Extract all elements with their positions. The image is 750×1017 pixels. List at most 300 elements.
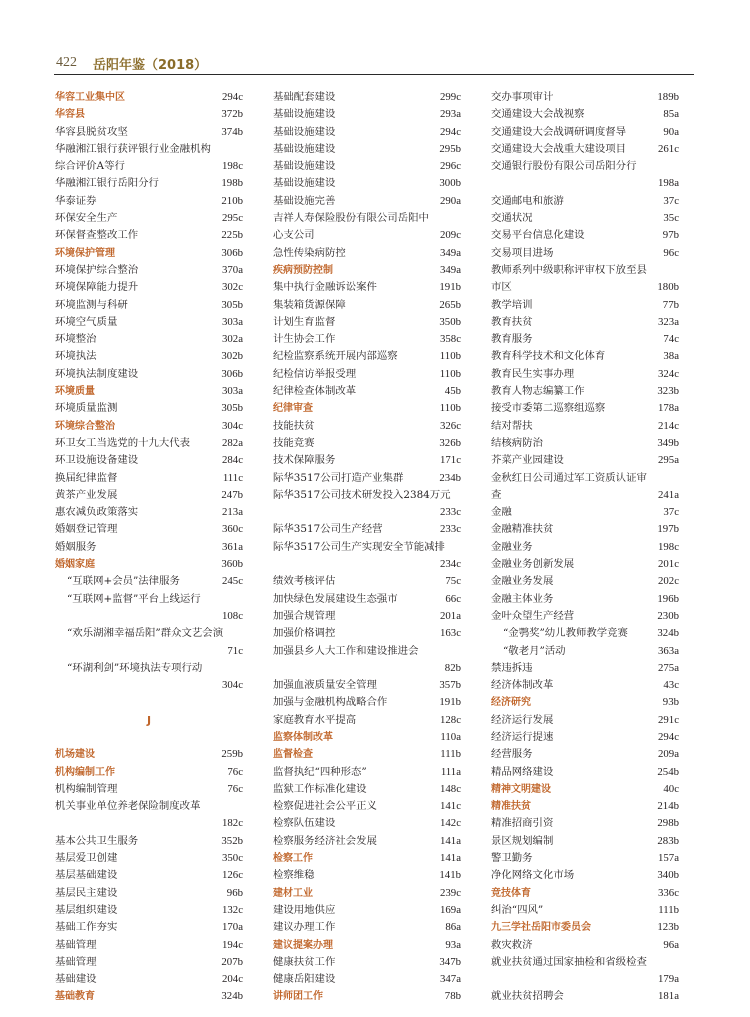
index-entry bbox=[491, 245, 679, 262]
entry-term: 检察服务经济社会发展 bbox=[273, 834, 377, 847]
entry-term: 精神文明建设 bbox=[491, 783, 551, 795]
entry-term: 综合评价A等行 bbox=[55, 160, 125, 173]
entry-page-ref: 38a bbox=[663, 350, 679, 363]
entry-page-ref: 128c bbox=[440, 713, 461, 726]
entry-term: 华容县 bbox=[55, 109, 85, 121]
entry-page-ref: 93b bbox=[662, 696, 679, 709]
entry-term: 计划生育监督 bbox=[273, 315, 336, 328]
entry-term: 加强县乡人大工作和建设推进会 bbox=[273, 644, 419, 657]
entry-page-ref: 90a bbox=[663, 125, 679, 138]
entry-term: 交通建设大会战调研调度督导 bbox=[491, 125, 627, 138]
entry-page-ref: 347a bbox=[440, 973, 461, 986]
entry-term: 教师系列中级职称评审权下放至县 bbox=[491, 263, 647, 276]
entry-page-ref: 198a bbox=[658, 177, 679, 190]
index-entry bbox=[55, 435, 243, 452]
index-entry bbox=[55, 591, 243, 608]
index-entry bbox=[491, 435, 679, 452]
index-entry bbox=[491, 902, 679, 919]
index-entry bbox=[55, 539, 243, 556]
entry-term: 机构编制工作 bbox=[55, 766, 115, 778]
index-entry bbox=[55, 867, 243, 884]
entry-term: 金融 bbox=[491, 506, 512, 519]
index-entry bbox=[491, 867, 679, 884]
entry-term: 精准招商引资 bbox=[491, 817, 554, 830]
entry-term: 救灾救济 bbox=[491, 938, 533, 951]
entry-page-ref: 194c bbox=[222, 938, 243, 951]
index-entry bbox=[273, 712, 461, 729]
entry-term: 华融湘江银行获评银行业金融机构 bbox=[55, 142, 211, 155]
index-entry bbox=[491, 383, 679, 400]
entry-page-ref: 275a bbox=[658, 661, 679, 674]
index-entry bbox=[491, 521, 679, 538]
entry-page-ref: 191b bbox=[439, 281, 461, 294]
entry-page-ref: 296c bbox=[440, 160, 461, 173]
index-entry bbox=[491, 971, 679, 988]
entry-term: 金融精准扶贫 bbox=[491, 523, 554, 536]
entry-term: 技术保障服务 bbox=[273, 454, 336, 467]
index-entry bbox=[273, 781, 461, 798]
entry-page-ref: 96a bbox=[663, 938, 679, 951]
entry-term: “敬老月”活动 bbox=[503, 644, 566, 657]
index-entry bbox=[55, 124, 243, 141]
entry-term: 健康岳阳建设 bbox=[273, 973, 336, 986]
entry-term: 建设用地供应 bbox=[273, 903, 336, 916]
entry-page-ref: 245c bbox=[222, 575, 243, 588]
entry-term: 金融主体业务 bbox=[491, 592, 554, 605]
index-entry bbox=[273, 158, 461, 175]
entry-term: 讲师团工作 bbox=[273, 991, 323, 1003]
entry-page-ref: 198c bbox=[658, 540, 679, 553]
index-entry bbox=[55, 971, 243, 988]
entry-term: “互联网+会员”法律服务 bbox=[67, 575, 180, 588]
entry-page-ref: 323b bbox=[657, 385, 679, 398]
entry-page-ref: 214c bbox=[658, 419, 679, 432]
index-entry bbox=[273, 798, 461, 815]
entry-term: 心支公司 bbox=[273, 229, 315, 242]
index-entry bbox=[55, 452, 243, 469]
entry-term: 竞技体育 bbox=[491, 887, 531, 899]
entry-term: 际华3517公司生产经营 bbox=[273, 523, 383, 536]
entry-term: 环境保障能力提升 bbox=[55, 281, 139, 294]
index-entry bbox=[491, 746, 679, 763]
entry-term: 金融业务创新发展 bbox=[491, 558, 575, 571]
index-entry bbox=[273, 470, 461, 487]
index-entry bbox=[491, 193, 679, 210]
entry-page-ref: 196b bbox=[657, 592, 679, 605]
index-entry bbox=[491, 556, 679, 573]
index-entry bbox=[273, 245, 461, 262]
index-entry bbox=[273, 314, 461, 331]
entry-page-ref: 298b bbox=[657, 817, 679, 830]
index-column-3 bbox=[491, 89, 679, 1006]
entry-page-ref: 66c bbox=[445, 592, 461, 605]
entry-page-ref: 254b bbox=[657, 765, 679, 778]
entry-page-ref: 239c bbox=[440, 886, 461, 899]
index-entry bbox=[55, 193, 243, 210]
entry-term: 集中执行金融诉讼案件 bbox=[273, 281, 377, 294]
index-entry bbox=[55, 729, 243, 746]
entry-page-ref: 326b bbox=[439, 436, 461, 449]
entry-page-ref: 214b bbox=[657, 800, 679, 813]
entry-page-ref: 178a bbox=[658, 402, 679, 415]
entry-page-ref: 234b bbox=[439, 471, 461, 484]
page-number: 422 bbox=[56, 55, 77, 70]
entry-term: 惠农减负政策落实 bbox=[55, 506, 139, 519]
entry-term: 吉祥人寿保险股份有限公司岳阳中 bbox=[273, 212, 429, 225]
page-header bbox=[56, 53, 207, 73]
index-heading bbox=[55, 89, 243, 106]
index-entry bbox=[491, 660, 679, 677]
index-heading bbox=[273, 937, 461, 954]
index-heading bbox=[491, 885, 679, 902]
index-entry bbox=[491, 158, 679, 175]
index-heading bbox=[273, 746, 461, 763]
entry-term: 九三学社岳阳市委员会 bbox=[491, 922, 591, 934]
entry-page-ref: 202c bbox=[658, 575, 679, 588]
entry-page-ref: 157a bbox=[658, 852, 679, 865]
entry-term: 换届纪律监督 bbox=[55, 471, 118, 484]
index-entry bbox=[273, 383, 461, 400]
index-heading bbox=[55, 746, 243, 763]
index-entry bbox=[491, 591, 679, 608]
index-entry bbox=[273, 227, 461, 244]
entry-term: 环境执法 bbox=[55, 350, 97, 363]
entry-page-ref: 294c bbox=[222, 91, 243, 103]
entry-term: 基础建设 bbox=[55, 973, 97, 986]
entry-page-ref: 126c bbox=[222, 869, 243, 882]
index-entry bbox=[491, 487, 679, 504]
entry-term: 交易项目进场 bbox=[491, 246, 554, 259]
entry-term: “环湖利剑”环境执法专项行动 bbox=[67, 661, 203, 674]
entry-page-ref: 97b bbox=[662, 229, 679, 242]
entry-term: 环境保护综合整治 bbox=[55, 263, 139, 276]
index-heading bbox=[273, 400, 461, 417]
index-entry bbox=[491, 124, 679, 141]
index-entry bbox=[273, 556, 461, 573]
entry-page-ref: 352b bbox=[221, 834, 243, 847]
entry-term: 交易平台信息化建设 bbox=[491, 229, 585, 242]
index-entry bbox=[491, 643, 679, 660]
index-entry bbox=[273, 833, 461, 850]
entry-term: 环境监测与科研 bbox=[55, 298, 128, 311]
index-heading bbox=[491, 798, 679, 815]
entry-term: 基层爱卫创建 bbox=[55, 852, 118, 865]
index-entry bbox=[55, 262, 243, 279]
entry-term: 环卫设施设备建设 bbox=[55, 454, 139, 467]
index-heading bbox=[55, 418, 243, 435]
entry-page-ref: 110b bbox=[439, 402, 461, 415]
entry-page-ref: 290a bbox=[440, 194, 461, 207]
entry-page-ref: 247b bbox=[221, 488, 243, 501]
entry-term: 环境执法制度建设 bbox=[55, 367, 139, 380]
index-entry bbox=[55, 175, 243, 192]
entry-term: 基础管理 bbox=[55, 955, 97, 968]
index-heading bbox=[273, 988, 461, 1005]
index-entry bbox=[55, 815, 243, 832]
entry-term: 加快绿色发展建设生态强市 bbox=[273, 592, 398, 605]
entry-page-ref: 35c bbox=[663, 212, 679, 225]
entry-page-ref: 305b bbox=[221, 402, 243, 415]
index-entry bbox=[55, 660, 243, 677]
entry-page-ref: 123b bbox=[657, 921, 679, 934]
entry-page-ref: 326c bbox=[440, 419, 461, 432]
entry-term: 检察工作 bbox=[273, 853, 313, 865]
entry-page-ref: 110a bbox=[440, 730, 461, 743]
entry-page-ref: 295c bbox=[222, 212, 243, 225]
entry-page-ref: 340b bbox=[657, 869, 679, 882]
entry-page-ref: 108c bbox=[222, 609, 243, 622]
entry-term: 基础设施建设 bbox=[273, 142, 336, 155]
entry-page-ref: 148c bbox=[440, 782, 461, 795]
entry-page-ref: 204c bbox=[222, 973, 243, 986]
entry-page-ref: 141a bbox=[440, 852, 461, 865]
entry-page-ref: 37c bbox=[663, 194, 679, 207]
index-entry bbox=[491, 141, 679, 158]
entry-page-ref: 191b bbox=[439, 696, 461, 709]
entry-page-ref: 293a bbox=[440, 108, 461, 121]
entry-term: 环保督查整改工作 bbox=[55, 229, 139, 242]
entry-page-ref: 284c bbox=[222, 454, 243, 467]
entry-page-ref: 305b bbox=[221, 298, 243, 311]
entry-term: 检察队伍建设 bbox=[273, 817, 336, 830]
entry-page-ref: 76c bbox=[227, 765, 243, 778]
entry-term: 监察体制改革 bbox=[273, 731, 333, 743]
entry-term: 华泰证券 bbox=[55, 194, 97, 207]
index-entry bbox=[55, 141, 243, 158]
entry-term: 环境整治 bbox=[55, 333, 97, 346]
entry-term: 纪检信访举报受理 bbox=[273, 367, 357, 380]
entry-page-ref: 360c bbox=[222, 523, 243, 536]
entry-page-ref: 75c bbox=[445, 575, 461, 588]
entry-term: 环保安全生产 bbox=[55, 212, 118, 225]
entry-term: 环境质量监测 bbox=[55, 402, 118, 415]
section-letter bbox=[55, 712, 243, 729]
index-entry bbox=[55, 314, 243, 331]
entry-page-ref: 265b bbox=[439, 298, 461, 311]
index-entry bbox=[55, 366, 243, 383]
entry-page-ref: 93a bbox=[445, 938, 461, 951]
entry-term: 结对帮扶 bbox=[491, 419, 533, 432]
index-entry bbox=[491, 677, 679, 694]
entry-term: 基层民主建设 bbox=[55, 886, 118, 899]
entry-page-ref: 110b bbox=[439, 350, 461, 363]
entry-term: “互联网+监督”平台上线运行 bbox=[67, 592, 201, 605]
entry-page-ref: 323a bbox=[658, 315, 679, 328]
entry-term: 基础配套建设 bbox=[273, 91, 336, 103]
index-entry bbox=[55, 210, 243, 227]
index-entry bbox=[491, 573, 679, 590]
index-entry bbox=[55, 781, 243, 798]
entry-term: 加强价格调控 bbox=[273, 627, 336, 640]
entry-page-ref: 209c bbox=[440, 229, 461, 242]
entry-term: 就业扶贫招聘会 bbox=[491, 990, 564, 1003]
entry-term: 华容县脱贫攻坚 bbox=[55, 125, 128, 138]
entry-term: 精准扶贫 bbox=[491, 801, 531, 813]
entry-term: 纪律检查体制改革 bbox=[273, 385, 357, 398]
index-entry bbox=[55, 694, 243, 711]
index-entry bbox=[55, 400, 243, 417]
entry-page-ref: 303a bbox=[222, 315, 243, 328]
entry-page-ref: 300b bbox=[439, 177, 461, 190]
index-entry bbox=[273, 435, 461, 452]
entry-term: 教育服务 bbox=[491, 333, 533, 346]
entry-term: 基础管理 bbox=[55, 938, 97, 951]
entry-term: 黄茶产业发展 bbox=[55, 488, 118, 501]
entry-term: 计生协会工作 bbox=[273, 333, 336, 346]
entry-term: 绩效考核评估 bbox=[273, 575, 336, 588]
entry-page-ref: 43c bbox=[663, 679, 679, 692]
entry-page-ref: 198b bbox=[221, 177, 243, 190]
entry-page-ref: 201a bbox=[440, 609, 461, 622]
entry-page-ref: 201c bbox=[658, 558, 679, 571]
index-entry bbox=[491, 331, 679, 348]
entry-page-ref: 180b bbox=[657, 281, 679, 294]
index-entry bbox=[273, 418, 461, 435]
index-entry bbox=[491, 210, 679, 227]
index-heading bbox=[273, 729, 461, 746]
index-entry bbox=[273, 591, 461, 608]
index-entry bbox=[491, 262, 679, 279]
index-entry bbox=[491, 400, 679, 417]
entry-page-ref: 361a bbox=[222, 540, 243, 553]
index-entry bbox=[55, 833, 243, 850]
index-entry bbox=[55, 470, 243, 487]
entry-term: 基础设施完善 bbox=[273, 194, 336, 207]
index-entry bbox=[491, 764, 679, 781]
index-heading bbox=[491, 781, 679, 798]
entry-page-ref: 350c bbox=[222, 852, 243, 865]
entry-term: 教育民生实事办理 bbox=[491, 367, 575, 380]
entry-term: 基础设施建设 bbox=[273, 108, 336, 121]
entry-page-ref: 299c bbox=[440, 91, 461, 103]
entry-term: 检察促进社会公平正义 bbox=[273, 800, 377, 813]
entry-term: 教育科学技术和文化体育 bbox=[491, 350, 606, 363]
entry-term: 加强血液质量安全管理 bbox=[273, 679, 377, 692]
index-entry bbox=[273, 660, 461, 677]
entry-term: 交办事项审计 bbox=[491, 91, 554, 103]
entry-page-ref: 370a bbox=[222, 263, 243, 276]
index-entry bbox=[55, 331, 243, 348]
entry-term: 婚姻服务 bbox=[55, 540, 97, 553]
index-entry bbox=[491, 988, 679, 1005]
entry-term: 经济运行发展 bbox=[491, 713, 554, 726]
entry-page-ref: 181a bbox=[658, 990, 679, 1003]
entry-page-ref: 179a bbox=[658, 973, 679, 986]
index-entry bbox=[491, 279, 679, 296]
entry-term: 芥菜产业园建设 bbox=[491, 454, 564, 467]
entry-page-ref: 374b bbox=[221, 125, 243, 138]
entry-page-ref: 283b bbox=[657, 834, 679, 847]
entry-page-ref: 302b bbox=[221, 350, 243, 363]
entry-term: 基础设施建设 bbox=[273, 160, 336, 173]
index-entry bbox=[491, 175, 679, 192]
entry-page-ref: 357b bbox=[439, 679, 461, 692]
entry-term: 健康扶贫工作 bbox=[273, 955, 336, 968]
entry-term: 家庭教育水平提高 bbox=[273, 713, 357, 726]
entry-term: 技能扶贫 bbox=[273, 419, 315, 432]
entry-term: 净化网络文化市场 bbox=[491, 869, 575, 882]
index-entry bbox=[491, 348, 679, 365]
index-entry bbox=[273, 919, 461, 936]
index-entry bbox=[273, 902, 461, 919]
index-entry bbox=[273, 175, 461, 192]
index-heading bbox=[55, 988, 243, 1005]
index-entry bbox=[273, 348, 461, 365]
entry-page-ref: 225b bbox=[221, 229, 243, 242]
entry-term: 交通状况 bbox=[491, 212, 533, 225]
index-heading bbox=[55, 245, 243, 262]
entry-term: 技能竞赛 bbox=[273, 436, 315, 449]
index-entry bbox=[55, 297, 243, 314]
index-entry bbox=[491, 452, 679, 469]
entry-term: 监督执纪“四种形态” bbox=[273, 765, 367, 778]
entry-page-ref: 294c bbox=[440, 125, 461, 138]
index-entry bbox=[491, 815, 679, 832]
index-entry bbox=[273, 643, 461, 660]
entry-page-ref: 241a bbox=[658, 488, 679, 501]
entry-page-ref: 259b bbox=[221, 748, 243, 761]
entry-page-ref: 291c bbox=[658, 713, 679, 726]
entry-term: 景区规划编制 bbox=[491, 834, 554, 847]
entry-page-ref: 78b bbox=[444, 990, 461, 1003]
entry-term: 基层基础建设 bbox=[55, 869, 118, 882]
index-entry bbox=[55, 158, 243, 175]
entry-term: 纪律审查 bbox=[273, 403, 313, 415]
entry-term: 机构编制管理 bbox=[55, 782, 118, 795]
entry-page-ref: 233c bbox=[440, 523, 461, 536]
entry-page-ref: 324b bbox=[221, 990, 243, 1003]
entry-page-ref: 45b bbox=[444, 385, 461, 398]
index-entry bbox=[273, 89, 461, 106]
entry-term: 环境空气质量 bbox=[55, 315, 118, 328]
entry-term: 就业扶贫通过国家抽检和省级检查 bbox=[491, 955, 647, 968]
index-entry bbox=[491, 539, 679, 556]
entry-page-ref: 142c bbox=[440, 817, 461, 830]
index-entry bbox=[55, 573, 243, 590]
entry-term: 教育人物志编纂工作 bbox=[491, 385, 585, 398]
entry-page-ref: 163c bbox=[440, 627, 461, 640]
entry-page-ref: 85a bbox=[663, 108, 679, 121]
entry-page-ref: 198c bbox=[222, 160, 243, 173]
entry-page-ref: 295b bbox=[439, 142, 461, 155]
index-entry bbox=[55, 625, 243, 642]
entry-page-ref: 111b bbox=[658, 903, 679, 916]
index-entry bbox=[491, 504, 679, 521]
entry-page-ref: 210b bbox=[221, 194, 243, 207]
entry-term: 检察维稳 bbox=[273, 869, 315, 882]
index-column-1 bbox=[55, 89, 243, 1006]
entry-term: 环境综合整治 bbox=[55, 420, 115, 432]
entry-page-ref: 360b bbox=[221, 558, 243, 571]
entry-term: 环境质量 bbox=[55, 386, 95, 398]
entry-page-ref: 282a bbox=[222, 436, 243, 449]
entry-term: 集装箱货源保障 bbox=[273, 298, 346, 311]
entry-page-ref: 294c bbox=[658, 730, 679, 743]
entry-page-ref: 349b bbox=[657, 436, 679, 449]
entry-term: 基础设施建设 bbox=[273, 125, 336, 138]
index-entry bbox=[273, 539, 461, 556]
entry-term: 建议提案办理 bbox=[273, 939, 333, 951]
index-entry bbox=[273, 452, 461, 469]
index-entry bbox=[491, 850, 679, 867]
index-heading bbox=[491, 919, 679, 936]
entry-term: 纠治“四风” bbox=[491, 903, 544, 916]
index-entry bbox=[273, 193, 461, 210]
index-heading bbox=[273, 885, 461, 902]
index-entry bbox=[273, 677, 461, 694]
index-entry bbox=[491, 297, 679, 314]
entry-term: 基本公共卫生服务 bbox=[55, 834, 139, 847]
